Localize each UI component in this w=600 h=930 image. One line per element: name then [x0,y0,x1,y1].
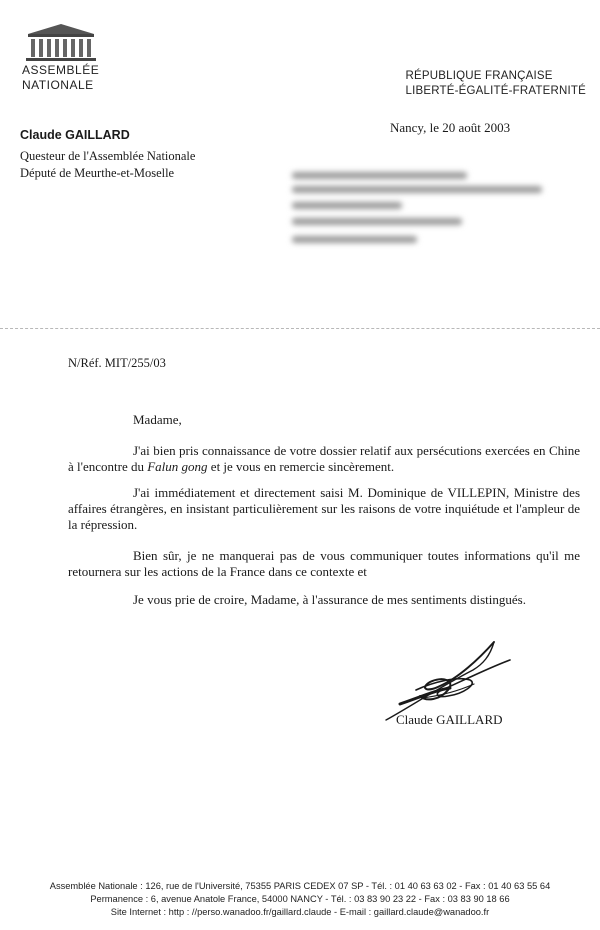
parliament-building-icon [22,22,100,62]
fold-line [0,328,600,329]
redacted-line [292,186,542,193]
footer-line-1: Assemblée Nationale : 126, rue de l'Université, 75355 PARIS CEDEX 07 SP - Tél. : 01 40 63 63 02 - Fax : 01 40 63 55 64 [49,881,551,891]
paragraph-2: J'ai immédiatement et directement saisi M. Dominique de VILLEPIN, Ministre des affaires étrangères, en insistant particulièrement sur les raisons de votre inquiétude et l'ampleur de la répression. [68,485,580,532]
paragraph-1 [68,443,580,475]
footer-line-2: Permanence : 6, avenue Anatole France, 54000 NANCY - Tél. : 03 83 90 23 22 - Fax : 03 83 90 18 66 [90,894,510,904]
logo-line-2: NATIONALE [22,78,94,92]
paragraph-1-italic: Falun gong [147,459,208,474]
republic-line-1: RÉPUBLIQUE FRANÇAISE [405,70,553,82]
salutation: Madame, [133,412,182,427]
redacted-line [292,202,402,209]
paragraph-1-text: J'ai bien pris connaissance de votre dossier relatif aux persécutions exercées en Chine à l'encontre du [68,443,580,474]
footer-line-3: Site Internet : http : //perso.wanadoo.fr/gaillard.claude - E-mail : gaillard.claude@wanadoo.fr [110,907,490,917]
paragraph-4: Je vous prie de croire, Madame, à l'assurance de mes sentiments distingués. [133,592,526,607]
reference-number: N/Réf. MIT/255/03 [68,356,166,370]
paragraph-1-end: et je vous en remercie sincèrement. [207,459,395,474]
republic-header [406,69,587,99]
redacted-line [292,236,417,243]
footer-contact-info [0,880,600,919]
signature-name: Claude GAILLARD [396,712,503,727]
assemblee-nationale-logo [22,22,104,92]
paragraph-3: Bien sûr, je ne manquerai pas de vous communiquer toutes informations qu'il me retournera sur les actions de la France dans ce contexte et [68,548,580,579]
letter-date: Nancy, le 20 août 2003 [390,120,511,135]
sender-title-1: Questeur de l'Assemblée Nationale [20,149,196,163]
logo-line-1: ASSEMBLÉE [22,63,100,77]
sender-title-2: Député de Meurthe-et-Moselle [20,166,175,180]
redacted-line [292,218,462,225]
sender-name: Claude GAILLARD [20,128,130,142]
republic-line-2: LIBERTÉ-ÉGALITÉ-FRATERNITÉ [405,85,586,97]
redacted-line [292,172,467,179]
